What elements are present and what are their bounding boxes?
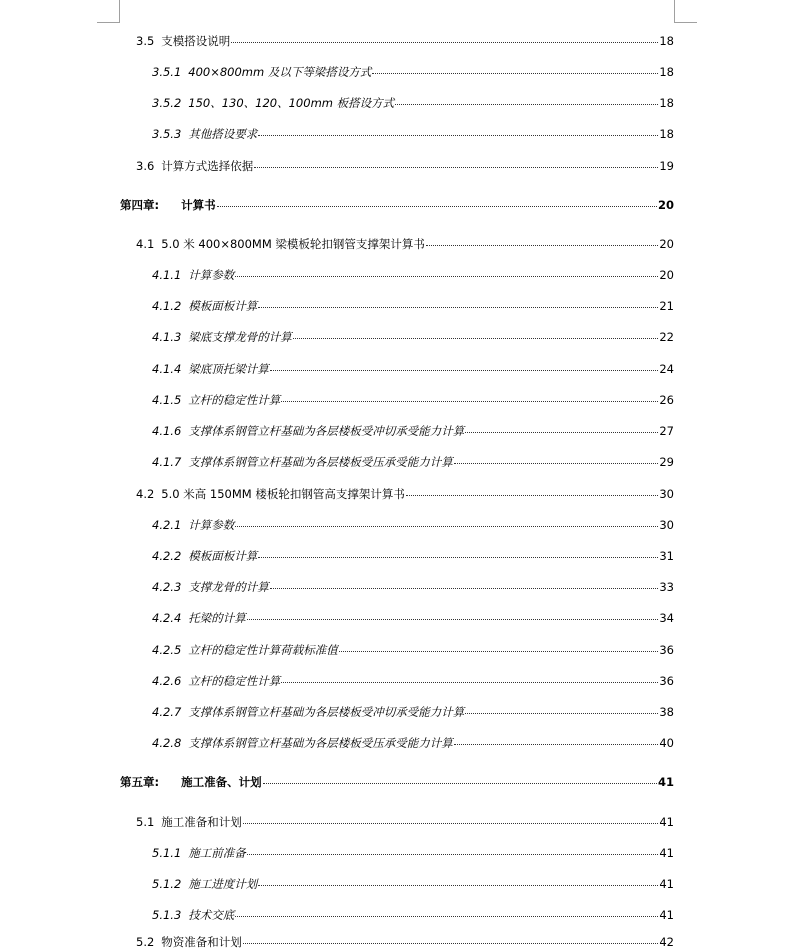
toc-leader-dots [263, 783, 657, 784]
toc-entry-title: 物资准备和计划 [161, 935, 242, 949]
toc-entry-page: 33 [659, 580, 674, 594]
toc-entry-title: 400×800mm 及以下等梁搭设方式 [188, 65, 372, 79]
toc-entry-page: 36 [659, 674, 674, 688]
toc-leader-dots [372, 73, 658, 74]
toc-entry-number: 第五章: [120, 775, 160, 789]
toc-entry-page: 34 [659, 611, 674, 625]
toc-leader-dots [281, 401, 658, 402]
toc-entry[interactable] [136, 487, 674, 501]
toc-leader-dots [247, 854, 659, 855]
toc-entry[interactable] [152, 705, 674, 719]
toc-entry-number: 4.2 [136, 487, 155, 501]
toc-entry-title: 支模搭设说明 [161, 34, 231, 48]
toc-leader-dots [235, 526, 658, 527]
toc-entry-title: 计算书 [181, 198, 216, 212]
toc-entry-page: 41 [657, 775, 674, 789]
toc-leader-dots [426, 245, 658, 246]
toc-entry[interactable] [136, 815, 674, 829]
toc-entry-number: 4.1 [136, 237, 155, 251]
toc-leader-dots [258, 885, 658, 886]
toc-leader-dots [465, 713, 658, 714]
toc-entry-title: 梁底顶托梁计算 [188, 362, 269, 376]
toc-entry-title: 施工准备和计划 [161, 815, 242, 829]
toc-entry[interactable] [136, 237, 674, 251]
toc-entry-number: 4.2.4 [152, 611, 182, 625]
toc-entry-number: 5.1.3 [152, 908, 182, 922]
toc-leader-dots [395, 104, 658, 105]
toc-entry-number: 5.1 [136, 815, 155, 829]
toc-entry-number: 4.1.4 [152, 362, 182, 376]
toc-leader-dots [235, 916, 658, 917]
toc-entry-number: 4.1.7 [152, 455, 182, 469]
toc-entry-page: 20 [659, 268, 674, 282]
toc-entry-title: 支撑体系钢管立杆基础为各层楼板受压承受能力计算 [188, 455, 453, 469]
toc-entry-title: 托梁的计算 [188, 611, 246, 625]
toc-entry-number: 4.1.5 [152, 393, 182, 407]
toc-entry[interactable] [152, 736, 674, 750]
toc-entry-title: 梁底支撑龙骨的计算 [188, 330, 292, 344]
toc-entry-title: 立杆的稳定性计算荷载标准值 [188, 643, 338, 657]
toc-entry-number: 4.1.2 [152, 299, 182, 313]
toc-entry-number: 4.2.6 [152, 674, 182, 688]
toc-entry[interactable] [152, 330, 674, 344]
toc-entry-title: 模板面板计算 [188, 549, 258, 563]
toc-entry[interactable] [152, 549, 674, 563]
toc-leader-dots [406, 495, 659, 496]
toc-entry[interactable] [136, 159, 674, 173]
toc-entry[interactable] [136, 34, 674, 48]
toc-entry[interactable] [152, 580, 674, 594]
toc-entry-number: 3.5 [136, 34, 155, 48]
toc-entry-page: 24 [659, 362, 674, 376]
toc-leader-dots [258, 135, 658, 136]
toc-entry-page: 18 [659, 127, 674, 141]
toc-entry[interactable] [152, 362, 674, 376]
toc-entry[interactable] [136, 935, 674, 949]
toc-entry[interactable] [152, 846, 674, 860]
toc-entry[interactable] [152, 643, 674, 657]
toc-entry-number: 4.2.8 [152, 736, 182, 750]
toc-entry-title: 150、130、120、100mm 板搭设方式 [188, 96, 395, 110]
toc-leader-dots [454, 463, 659, 464]
toc-entry-page: 29 [659, 455, 674, 469]
toc-entry-number: 5.1.2 [152, 877, 182, 891]
toc-entry-page: 42 [659, 935, 674, 949]
toc-chapter-entry[interactable] [120, 775, 674, 789]
toc-entry-page: 31 [659, 549, 674, 563]
toc-entry-title: 施工前准备 [188, 846, 246, 860]
toc-entry[interactable] [152, 96, 674, 110]
toc-leader-dots [217, 206, 657, 207]
toc-entry-number: 3.5.1 [152, 65, 182, 79]
toc-entry-page: 41 [659, 846, 674, 860]
toc-entry-page: 38 [659, 705, 674, 719]
toc-entry-title: 模板面板计算 [188, 299, 258, 313]
toc-entry-title: 施工进度计划 [188, 877, 258, 891]
toc-entry-page: 26 [659, 393, 674, 407]
toc-entry-number: 5.2 [136, 935, 155, 949]
toc-entry-number: 4.2.7 [152, 705, 182, 719]
toc-entry-number: 3.6 [136, 159, 155, 173]
toc-entry-number: 4.2.5 [152, 643, 182, 657]
toc-entry[interactable] [152, 518, 674, 532]
toc-entry-number: 4.1.3 [152, 330, 182, 344]
toc-entry-title: 支撑体系钢管立杆基础为各层楼板受压承受能力计算 [188, 736, 453, 750]
page-corner-mark-right [674, 0, 697, 23]
toc-entry-page: 18 [659, 96, 674, 110]
toc-entry-page: 20 [657, 198, 674, 212]
toc-entry-page: 40 [659, 736, 674, 750]
toc-entry-number: 4.1.1 [152, 268, 182, 282]
toc-entry-title: 计算方式选择依据 [161, 159, 254, 173]
toc-leader-dots [293, 338, 659, 339]
toc-leader-dots [270, 370, 659, 371]
toc-entry-title: 5.0 米高 150MM 楼板轮扣钢管高支撑架计算书 [161, 487, 405, 501]
toc-entry-number: 4.2.3 [152, 580, 182, 594]
toc-entry-number: 4.1.6 [152, 424, 182, 438]
toc-entry-title: 立杆的稳定性计算 [188, 393, 281, 407]
toc-entry-page: 19 [659, 159, 674, 173]
toc-entry-number: 3.5.3 [152, 127, 182, 141]
toc-entry[interactable] [152, 268, 674, 282]
toc-leader-dots [254, 167, 658, 168]
toc-entry[interactable] [152, 299, 674, 313]
toc-entry[interactable] [152, 674, 674, 688]
toc-entry-page: 22 [659, 330, 674, 344]
toc-entry-page: 18 [659, 34, 674, 48]
toc-entry[interactable] [152, 65, 674, 79]
toc-entry-page: 30 [659, 518, 674, 532]
toc-entry-number: 4.2.2 [152, 549, 182, 563]
toc-entry[interactable] [152, 908, 674, 922]
toc-entry-title: 技术交底 [188, 908, 235, 922]
toc-entry-title: 立杆的稳定性计算 [188, 674, 281, 688]
toc-entry-title: 支撑龙骨的计算 [188, 580, 269, 594]
toc-entry[interactable] [152, 455, 674, 469]
toc-leader-dots [243, 943, 659, 944]
page-corner-mark-left [97, 0, 120, 23]
toc-entry-title: 计算参数 [188, 518, 235, 532]
toc-entry-page: 27 [659, 424, 674, 438]
toc-entry-title: 支撑体系钢管立杆基础为各层楼板受冲切承受能力计算 [188, 705, 465, 719]
toc-entry-page: 41 [659, 815, 674, 829]
toc-leader-dots [258, 307, 658, 308]
toc-leader-dots [454, 744, 659, 745]
toc-leader-dots [465, 432, 658, 433]
toc-entry-title: 施工准备、计划 [181, 775, 262, 789]
toc-entry[interactable] [152, 877, 674, 891]
toc-leader-dots [281, 682, 658, 683]
toc-leader-dots [270, 588, 659, 589]
toc-entry-title: 5.0 米 400×800MM 梁模板轮扣钢管支撑架计算书 [161, 237, 425, 251]
toc-entry-number: 5.1.1 [152, 846, 182, 860]
toc-entry[interactable] [152, 127, 674, 141]
toc-entry-number: 3.5.2 [152, 96, 182, 110]
toc-entry-title: 计算参数 [188, 268, 235, 282]
toc-entry-page: 41 [659, 877, 674, 891]
toc-entry-page: 41 [659, 908, 674, 922]
toc-leader-dots [258, 557, 658, 558]
toc-entry[interactable] [152, 393, 674, 407]
toc-entry-title: 其他搭设要求 [188, 127, 258, 141]
toc-entry-page: 18 [659, 65, 674, 79]
toc-chapter-entry[interactable] [120, 198, 674, 212]
toc-entry-page: 30 [659, 487, 674, 501]
toc-entry-page: 20 [659, 237, 674, 251]
toc-leader-dots [339, 651, 659, 652]
toc-entry-title: 支撑体系钢管立杆基础为各层楼板受冲切承受能力计算 [188, 424, 465, 438]
toc-entry[interactable] [152, 611, 674, 625]
toc-leader-dots [247, 619, 659, 620]
toc-entry-page: 21 [659, 299, 674, 313]
toc-leader-dots [243, 823, 659, 824]
toc-leader-dots [235, 276, 658, 277]
toc-entry[interactable] [152, 424, 674, 438]
toc-leader-dots [231, 42, 658, 43]
toc-entry-number: 4.2.1 [152, 518, 182, 532]
toc-entry-number: 第四章: [120, 198, 160, 212]
toc-entry-page: 36 [659, 643, 674, 657]
